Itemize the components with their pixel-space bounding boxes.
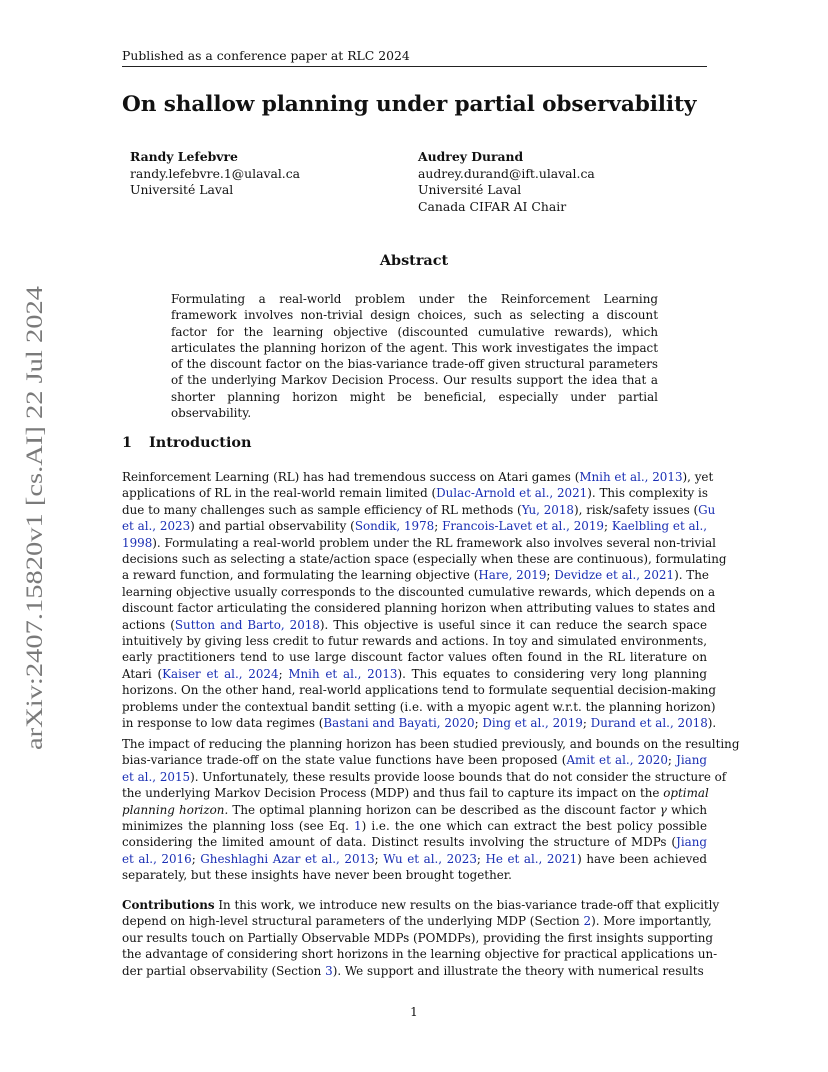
citation-link[interactable]: et al., 2015 — [122, 769, 191, 784]
text-line — [122, 502, 716, 518]
citation-link[interactable]: Francois-Lavet et al., 2019 — [442, 519, 604, 534]
text-run: ) and partial observability ( — [190, 519, 355, 534]
author-affiliation: Université Laval — [130, 182, 234, 198]
text-line — [122, 649, 707, 665]
citation-link[interactable]: Wu et al., 2023 — [383, 851, 477, 866]
citation-link[interactable]: Dulac-Arnold et al., 2021 — [436, 486, 588, 501]
text-line — [122, 666, 707, 682]
author-name: Audrey Durand — [418, 149, 524, 164]
text-line — [122, 769, 727, 785]
text-line — [122, 752, 707, 768]
text-run: ). The — [674, 568, 709, 583]
text-line — [122, 535, 716, 551]
text-run: ). — [707, 716, 717, 731]
text-run: ). Formulating a real-world problem under the RL framework also involves several non-trivial — [152, 535, 716, 550]
text-line — [122, 851, 707, 867]
citation-link[interactable]: Yu, 2018 — [521, 502, 574, 517]
text-run: a reward function, and formulating the learning objective ( — [122, 568, 479, 583]
text-run: Atari ( — [122, 666, 163, 681]
text-line — [122, 818, 707, 834]
text-run: ; — [582, 716, 591, 731]
text-run: bias-variance trade-off on the state value functions have been proposed ( — [122, 753, 567, 768]
text-line — [122, 736, 740, 752]
text-line — [122, 633, 707, 649]
text-run: applications of RL in the real-world remain limited ( — [122, 486, 437, 501]
text-run: ), risk/safety issues ( — [574, 502, 699, 517]
text-run: actions ( — [122, 617, 175, 632]
text-run: due to many challenges such as sample efficiency of RL methods ( — [122, 502, 522, 517]
text-run: ) i.e. the one which can extract the best policy possible — [361, 819, 707, 834]
citation-link[interactable]: Devidze et al., 2021 — [554, 568, 675, 583]
text-run: considering the limited amount of data. Distinct results involving the structure of MDPs ( — [122, 835, 677, 850]
citation-link[interactable]: Kaelbling et al., — [611, 519, 707, 534]
text-run: ). We support and illustrate the theory with numerical results — [332, 963, 704, 978]
text-line — [122, 518, 707, 534]
intro-paragraph-2 — [122, 736, 740, 884]
text-line — [122, 785, 707, 801]
citation-link[interactable]: 1 — [354, 819, 362, 834]
citation-link[interactable]: He et al., 2021 — [485, 851, 578, 866]
text-run: early practitioners tend to use large discount factor values often found in the RL literature on — [122, 650, 707, 665]
text-run: ; — [374, 851, 384, 866]
text-run: der partial observability (Section — [122, 963, 326, 978]
text-run: The impact of reducing the planning horizon has been studied previously, and bounds on the resulting — [122, 737, 740, 751]
text-line — [122, 600, 716, 616]
text-run: γ — [659, 802, 667, 817]
citation-link[interactable]: Ding et al., 2019 — [482, 716, 583, 731]
citation-link[interactable]: et al., 2016 — [122, 851, 192, 866]
citation-link[interactable]: Jiang — [676, 753, 707, 768]
text-run: our results touch on Partially Observable MDPs (POMDPs), providing the first insights supporting — [122, 930, 714, 945]
author-block-2 — [418, 149, 595, 215]
abstract-heading: Abstract — [379, 252, 449, 269]
citation-link[interactable]: Bastani and Bayati, 2020 — [323, 716, 475, 731]
contributions-paragraph — [122, 897, 720, 979]
text-run: planning horizon. — [122, 802, 229, 817]
arxiv-stamp — [14, 280, 52, 760]
text-run: minimizes the planning loss (see Eq. — [122, 819, 355, 834]
author-affiliation: Université Laval — [418, 182, 522, 198]
citation-link[interactable]: et al., 2023 — [122, 519, 191, 534]
citation-link[interactable]: Hare, 2019 — [478, 568, 547, 583]
text-line — [122, 930, 714, 946]
text-run: the advantage of considering short horizons in the learning objective for practical applications un- — [122, 947, 718, 962]
author-block-1 — [130, 149, 300, 199]
text-run: optimal — [663, 786, 709, 801]
citation-link[interactable]: Sutton and Barto, 2018 — [174, 617, 320, 632]
page-number: 1 — [410, 1005, 418, 1019]
text-run: ). This complexity is — [587, 486, 708, 501]
citation-link[interactable]: Jiang — [676, 835, 707, 850]
text-line — [122, 584, 716, 600]
text-run: The optimal planning horizon can be described as the discount factor — [228, 802, 660, 817]
citation-link[interactable]: Gheshlaghi Azar et al., 2013 — [200, 851, 375, 866]
citation-link[interactable]: Amit et al., 2020 — [566, 753, 668, 768]
text-line — [122, 715, 717, 731]
text-run: ; — [476, 851, 486, 866]
citation-link[interactable]: Sondik, 1978 — [354, 519, 435, 534]
text-run: decisions such as selecting a state/action space (especially when these are continuous), formulating — [122, 552, 727, 567]
text-run: discount factor articulating the considered planning horizon when attributing values to states and — [122, 601, 716, 616]
text-run: ). More importantly, — [591, 914, 712, 929]
citation-link[interactable]: 3 — [325, 963, 333, 978]
text-run: In this work, we introduce new results on the bias-variance trade-off that explicitly — [214, 898, 720, 912]
text-run: ). This objective is useful since it can reduce the search space — [319, 617, 707, 632]
citation-link[interactable]: Kaiser et al., 2024 — [162, 666, 279, 681]
text-run: ) have been achieved — [577, 851, 707, 866]
section-heading — [122, 434, 251, 451]
text-run: ; — [667, 753, 677, 768]
intro-paragraph-1 — [122, 469, 727, 732]
text-line — [122, 567, 707, 583]
text-line — [122, 946, 718, 962]
text-run: Reinforcement Learning (RL) has had tremendous success on Atari games ( — [122, 470, 580, 484]
text-run: ; — [434, 519, 443, 534]
author-name: Randy Lefebvre — [130, 149, 238, 164]
citation-link[interactable]: 1998 — [122, 535, 153, 550]
arxiv-stamp-text: arXiv:2407.15820v1 [cs.AI] 22 Jul 2024 — [22, 375, 47, 750]
text-run: problems under the contextual bandit setting (i.e. with a myopic agent w.r.t. the planning horizon) — [122, 699, 716, 714]
author-email[interactable]: audrey.durand@ift.ulaval.ca — [418, 165, 595, 181]
text-run: horizons. On the other hand, real-world applications tend to formulate sequential decision-making — [122, 683, 717, 698]
text-run: ; — [278, 666, 289, 681]
text-run: depend on high-level structural parameters of the underlying MDP (Section — [122, 914, 584, 929]
citation-link[interactable]: Durand et al., 2018 — [590, 716, 708, 731]
text-line — [122, 802, 707, 818]
text-run: ; — [474, 716, 483, 731]
section-title: Introduction — [149, 434, 252, 451]
text-run: ; — [191, 851, 201, 866]
paper-title: On shallow planning under partial observability — [122, 92, 697, 117]
text-line — [122, 834, 707, 850]
author-affiliation: Canada CIFAR AI Chair — [418, 198, 567, 214]
text-run: ; — [546, 568, 555, 583]
text-line — [122, 867, 707, 883]
text-run: ), yet — [682, 470, 714, 484]
text-line — [122, 485, 707, 501]
text-line — [122, 699, 716, 715]
text-line — [122, 682, 717, 698]
citation-link[interactable]: Mnih et al., 2013 — [288, 666, 398, 681]
text-run: intuitively by giving less credit to futur rewards and actions. In toy and simulated environments, — [122, 634, 707, 649]
section-number: 1 — [122, 434, 133, 451]
text-run: ; — [603, 519, 612, 534]
text-run: learning objective usually corresponds to the discounted cumulative rewards, which depends on a — [122, 584, 716, 599]
citation-link[interactable]: 2 — [583, 914, 592, 929]
text-line — [122, 551, 727, 567]
author-email[interactable]: randy.lefebvre.1@ulaval.ca — [130, 165, 301, 181]
text-run: which — [666, 802, 707, 817]
header-rule — [122, 66, 707, 67]
text-run: the underlying Markov Decision Process (MDP) and thus fail to capture its impact on the — [122, 786, 664, 801]
text-line — [122, 469, 714, 485]
text-line — [122, 913, 712, 929]
running-header: Published as a conference paper at RLC 2024 — [122, 48, 410, 63]
citation-link[interactable]: Gu — [698, 502, 716, 517]
text-line — [122, 897, 720, 913]
abstract-text: Formulating a real-world problem under the Reinforcement Learning framework involves non-trivial design choices, such as selecting a discount factor for the learning objective (discounted cumulative rewards), which articulates the planning horizon of the agent. This work investigates the impact of the discount factor on the bias-variance trade-off given structural parameters of the underlying Markov Decision Process. Our results support the idea that a shorter planning horizon might be beneficial, especially under partial observability. — [171, 292, 658, 421]
run-in-heading: Contributions — [122, 898, 215, 912]
text-line — [122, 963, 707, 979]
citation-link[interactable]: Mnih et al., 2013 — [579, 470, 683, 484]
text-run: ). This equates to considering very long planning — [397, 666, 708, 681]
text-run: ). Unfortunately, these results provide loose bounds that do not consider the structure of — [190, 769, 727, 784]
text-line — [122, 617, 707, 633]
text-run: in response to low data regimes ( — [122, 716, 324, 731]
text-run: separately, but these insights have never been brought together. — [122, 868, 512, 883]
